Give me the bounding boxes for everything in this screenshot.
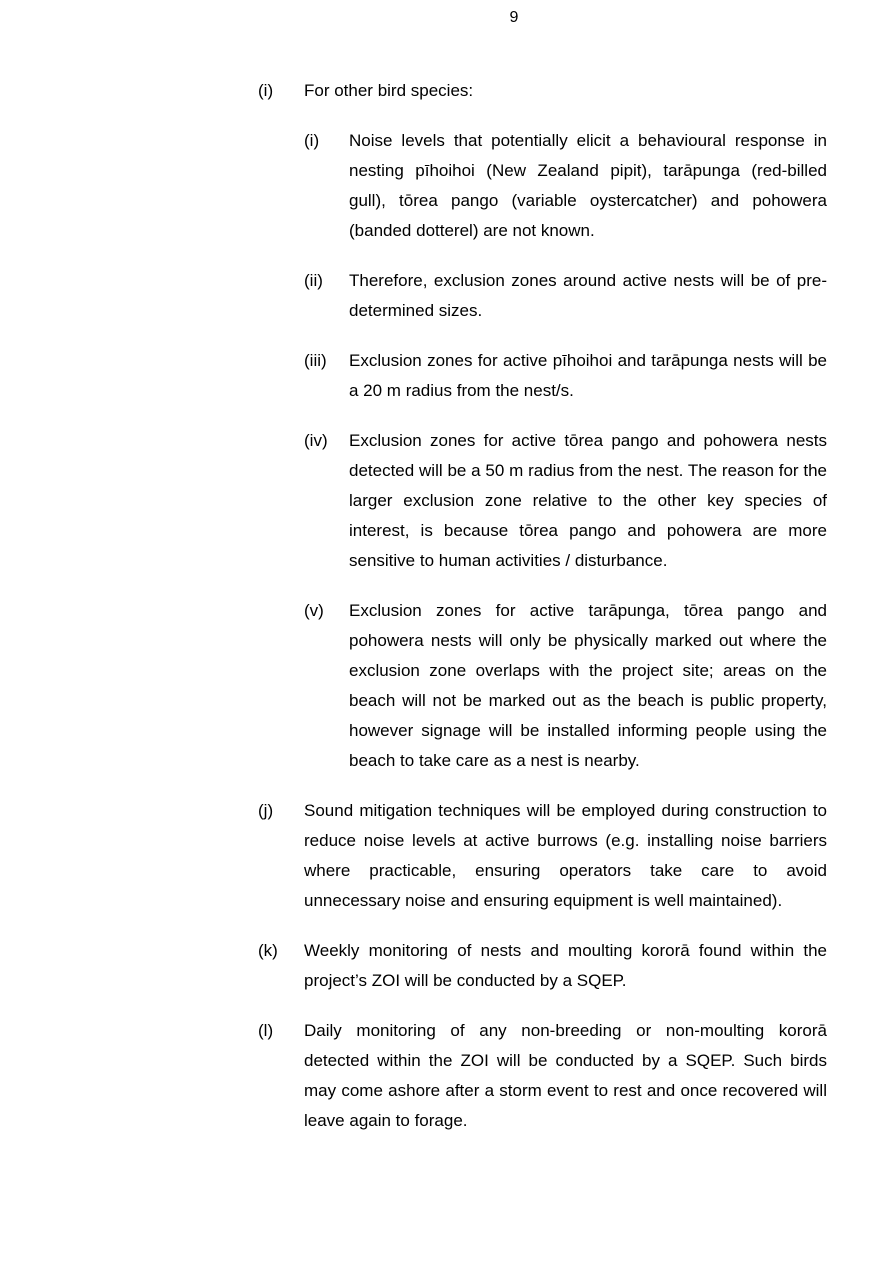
sublist-marker: (iii) [304,351,327,370]
sublist [304,126,827,776]
sublist-item [304,426,827,576]
sublist-item [304,266,827,326]
list-marker: (k) [258,941,278,960]
sublist-item-text: Exclusion zones for active tōrea pango and pohowera nests detected will be a 50 m radius from the nest. The reason for the larger exclusion zone relative to the other key species of interest, is because tōrea pango and pohowera are more sensitive to human activities / disturbance. [349,431,827,570]
sublist-item [304,596,827,776]
list-item-text: Weekly monitoring of nests and moulting kororā found within the project’s ZOI will be conducted by a SQEP. [304,941,827,990]
sublist-marker: (iv) [304,431,328,450]
sublist-item-text: Therefore, exclusion zones around active nests will be of pre-determined sizes. [349,271,827,320]
list-item-text: Daily monitoring of any non-breeding or non-moulting kororā detected within the ZOI will be conducted by a SQEP. Such birds may come ashore after a storm event to rest and once recovered will leave again to forage. [304,1021,827,1130]
sublist-item [304,126,827,246]
document-body [258,76,827,1156]
sublist-marker: (v) [304,601,324,620]
list-marker: (i) [258,81,274,100]
list-item-text: Sound mitigation techniques will be employed during construction to reduce noise levels at active burrows (e.g. installing noise barriers where practicable, ensuring operators take care to avoid unnecessary noise and ensuring equipment is well maintained). [304,801,827,910]
list-item-l [258,1016,827,1136]
list-item-k [258,936,827,996]
sublist-item-text: Exclusion zones for active tarāpunga, tōrea pango and pohowera nests will only be physically marked out where the exclusion zone overlaps with the project site; areas on the beach will not be marked out as the beach is public property, however signage will be installed informing people using the beach to take care as a nest is nearby. [349,601,827,770]
list-item-i [258,76,827,776]
sublist-item-text: Exclusion zones for active pīhoihoi and tarāpunga nests will be a 20 m radius from the nest/s. [349,351,827,400]
sublist-item-text: Noise levels that potentially elicit a behavioural response in nesting pīhoihoi (New Zealand pipit), tarāpunga (red-billed gull), tōrea pango (variable oystercatcher) and pohowera (banded dotterel) are not known. [349,131,827,240]
list-marker: (l) [258,1021,274,1040]
sublist-marker: (i) [304,131,320,150]
sublist-item [304,346,827,406]
list-item-text: For other bird species: [304,81,474,100]
list-marker: (j) [258,801,274,820]
page-number: 9 [509,9,519,26]
list-item-j [258,796,827,916]
sublist-marker: (ii) [304,271,323,290]
